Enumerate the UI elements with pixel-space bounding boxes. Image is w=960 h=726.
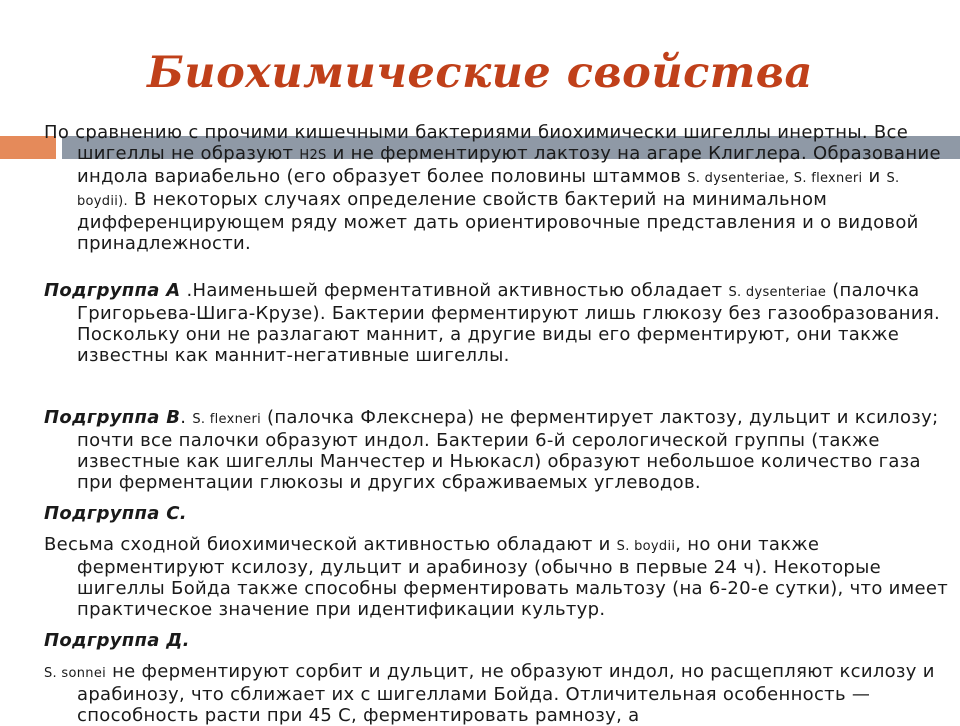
group-b-paragraph	[44, 407, 952, 493]
group-d-heading-dot: .	[182, 630, 190, 651]
group-d-text-1: не ферментируют сорбит и дульцит, не образуют индол, но расщепляют ксилозу и арабинозу, что сближает их с шигеллами Бойда. Отличительная особенность — способность расти при 45 С, ферментировать рамнозу, а	[77, 661, 935, 726]
h2s-label: H2S	[299, 148, 327, 163]
intro-text-4: В некоторых случаях определение свойств бактерий на минимальном дифференцирующем ряду может дать ориентировочные представления и о видовой принадлежности.	[77, 189, 919, 254]
slide-body	[44, 122, 952, 726]
species-names-2: S. boydii).	[77, 171, 900, 209]
intro-text-3: и	[862, 166, 887, 187]
species-names-1: S. dysenteriae, S. flexneri	[687, 171, 863, 186]
intro-paragraph	[44, 122, 952, 254]
group-c-text-2: , но они также ферментируют ксилозу, дульцит и арабинозу (обычно в первые 24 ч). Некоторые шигеллы Бойда также способны ферментировать мальтозу (на 6-20-е сутки), что имеет практическое значение при идентификации культур.	[77, 534, 949, 620]
group-b-species: S. flexneri	[192, 412, 262, 427]
group-a-text-1: .Наименьшей ферментативной активностью обладает	[180, 280, 729, 301]
intro-text-1: По сравнению с прочими кишечными бактериями биохимически шигеллы инертны. Все шигеллы не образуют	[44, 122, 909, 164]
group-d-species: S. sonnei	[44, 666, 107, 681]
group-d-heading: Подгруппа Д	[44, 630, 183, 651]
group-b-text-1: .	[180, 407, 193, 428]
group-d-heading-line	[44, 630, 952, 651]
group-a-paragraph	[44, 280, 952, 366]
group-a-species: S. dysenteriae	[728, 285, 827, 300]
group-d-paragraph	[44, 661, 952, 726]
group-c-paragraph	[44, 534, 952, 620]
group-b-heading: Подгруппа В	[44, 407, 181, 428]
group-a-heading: Подгруппа А	[44, 280, 181, 301]
group-b-text-2: (палочка Флекснера) не ферментирует лактозу, дульцит и ксилозу; почти все палочки образуют индол. Бактерии 6-й серологической группы (также известные как шигеллы Манчестер и Ньюкасл) образуют небольшое количество газа при ферментации глюкозы и других сбраживаемых углеводов.	[77, 407, 939, 493]
group-c-text-1: Весьма сходной биохимической активностью обладают и	[44, 534, 617, 555]
group-a-text-2: (палочка Григорьева-Шига-Крузе). Бактерии ферментируют лишь глюкозу без газообразования. Поскольку они не разлагают маннит, а другие виды его ферментируют, они также известны как маннит-негативные шигеллы.	[77, 280, 940, 366]
group-c-species: S. boydii	[616, 539, 676, 554]
group-c-heading-dot: .	[179, 503, 187, 524]
intro-text-2: и не ферментируют лактозу на агаре Клиглера. Образование индола вариабельно (его образует более половины штаммов	[77, 143, 941, 187]
group-c-heading: Подгруппа С	[44, 503, 180, 524]
group-c-heading-line	[44, 503, 952, 524]
slide-title: Биохимические свойства	[147, 48, 813, 98]
